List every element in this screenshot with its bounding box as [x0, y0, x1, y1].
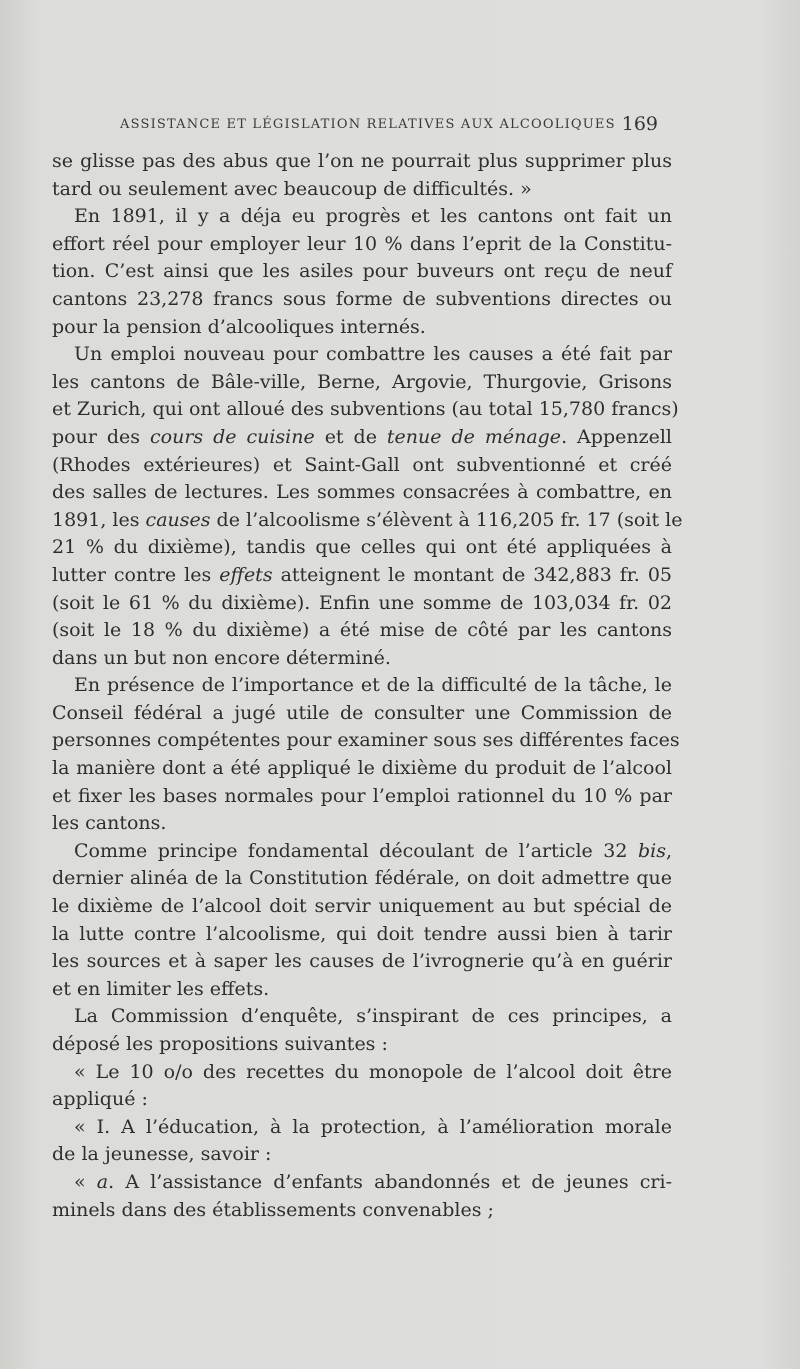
text-line: effort réel pour employer leur 10 % dans l’eprit de la Constitu- — [52, 232, 672, 255]
text-line: se glisse pas des abus que l’on ne pourrait plus supprimer plus — [52, 150, 672, 172]
text-line: dans un but non encore déterminé. — [52, 646, 391, 669]
text-line: la manière dont a été appliqué le dixième du produit de l’alcool — [52, 757, 672, 780]
text-line: pour la pension d’alcooliques internés. — [52, 315, 426, 338]
text-line: et en limiter les effets. — [52, 977, 270, 1000]
text-line: cantons 23,278 francs sous forme de subventions directes ou — [52, 287, 672, 310]
italic-text: tenue de ménage — [386, 425, 562, 448]
text-line: le dixième de l’alcool doit servir uniquement au but spécial de — [52, 895, 672, 918]
text-line: (soit le 61 % du dixième). Enfin une somme de 103,034 fr. 02 — [52, 591, 672, 614]
text-line: Comme principe fondamental découlant de l’article 32 bis, — [74, 839, 672, 862]
text-line: les sources et à saper les causes de l’ivrognerie qu’à en guérir — [52, 950, 672, 973]
italic-text: cours de cuisine — [150, 425, 315, 448]
text-line: 21 % du dixième), tandis que celles qui ont été appliquées à — [52, 536, 672, 559]
text-line: personnes compétentes pour examiner sous ses différentes faces — [52, 729, 680, 752]
text-line: « Le 10 o/o des recettes du monopole de l’alcool doit être — [74, 1060, 672, 1083]
text-line: les cantons. — [52, 812, 167, 835]
text-line: appliqué : — [52, 1088, 148, 1111]
body-text — [52, 148, 683, 1224]
text-line: minels dans des établissements convenables ; — [52, 1198, 494, 1221]
text-line: tard ou seulement avec beaucoup de difficultés. » — [52, 177, 532, 200]
text-line: En 1891, il y a déja eu progrès et les cantons ont fait un — [74, 205, 672, 228]
italic-text: causes — [145, 508, 211, 531]
text-line: de la jeunesse, savoir : — [52, 1143, 272, 1166]
text-line: des salles de lectures. Les sommes consacrées à combattre, en — [52, 481, 672, 504]
text-line: tion. C’est ainsi que les asiles pour buveurs ont reçu de neuf — [52, 260, 672, 283]
text-line: « a. A l’assistance d’enfants abandonnés et de jeunes cri- — [74, 1170, 672, 1193]
text-line: et Zurich, qui ont alloué des subventions (au total 15,780 francs) — [52, 398, 679, 421]
text-line: les cantons de Bâle-ville, Berne, Argovie, Thurgovie, Grisons — [52, 370, 672, 393]
text-line: pour des cours de cuisine et de tenue de ménage. Appenzell — [52, 425, 672, 448]
text-line: (Rhodes extérieures) et Saint-Gall ont subventionné et créé — [52, 453, 672, 476]
italic-text: effets — [219, 563, 273, 586]
text-line: 1891, les causes de l’alcoolisme s’élèvent à 116,205 fr. 17 (soit le — [52, 508, 683, 531]
italic-text: a — [96, 1170, 109, 1193]
text-line: « I. A l’éducation, à la protection, à l’amélioration morale — [74, 1115, 672, 1138]
page-number: 169 — [621, 113, 658, 135]
text-line: et fixer les bases normales pour l’emploi rationnel du 10 % par — [52, 784, 672, 807]
text-line: En présence de l’importance et de la difficulté de la tâche, le — [74, 674, 672, 697]
running-title: ASSISTANCE ET LÉGISLATION RELATIVES AUX ALCOOLIQUES — [120, 117, 616, 132]
text-line: dernier alinéa de la Constitution fédérale, on doit admettre que — [52, 867, 672, 890]
page-header — [100, 113, 658, 139]
text-line: Un emploi nouveau pour combattre les causes a été fait par — [74, 343, 672, 366]
text-line: (soit le 18 % du dixième) a été mise de côté par les cantons — [52, 619, 672, 642]
italic-text: bis — [637, 839, 666, 862]
text-line: la lutte contre l’alcoolisme, qui doit tendre aussi bien à tarir — [52, 922, 672, 945]
text-line: La Commission d’enquête, s’inspirant de ces principes, a — [74, 1005, 672, 1028]
text-line: lutter contre les effets atteignent le montant de 342,883 fr. 05 — [52, 563, 672, 586]
text-line: Conseil fédéral a jugé utile de consulter une Commission de — [52, 701, 672, 724]
text-line: déposé les propositions suivantes : — [52, 1033, 388, 1055]
